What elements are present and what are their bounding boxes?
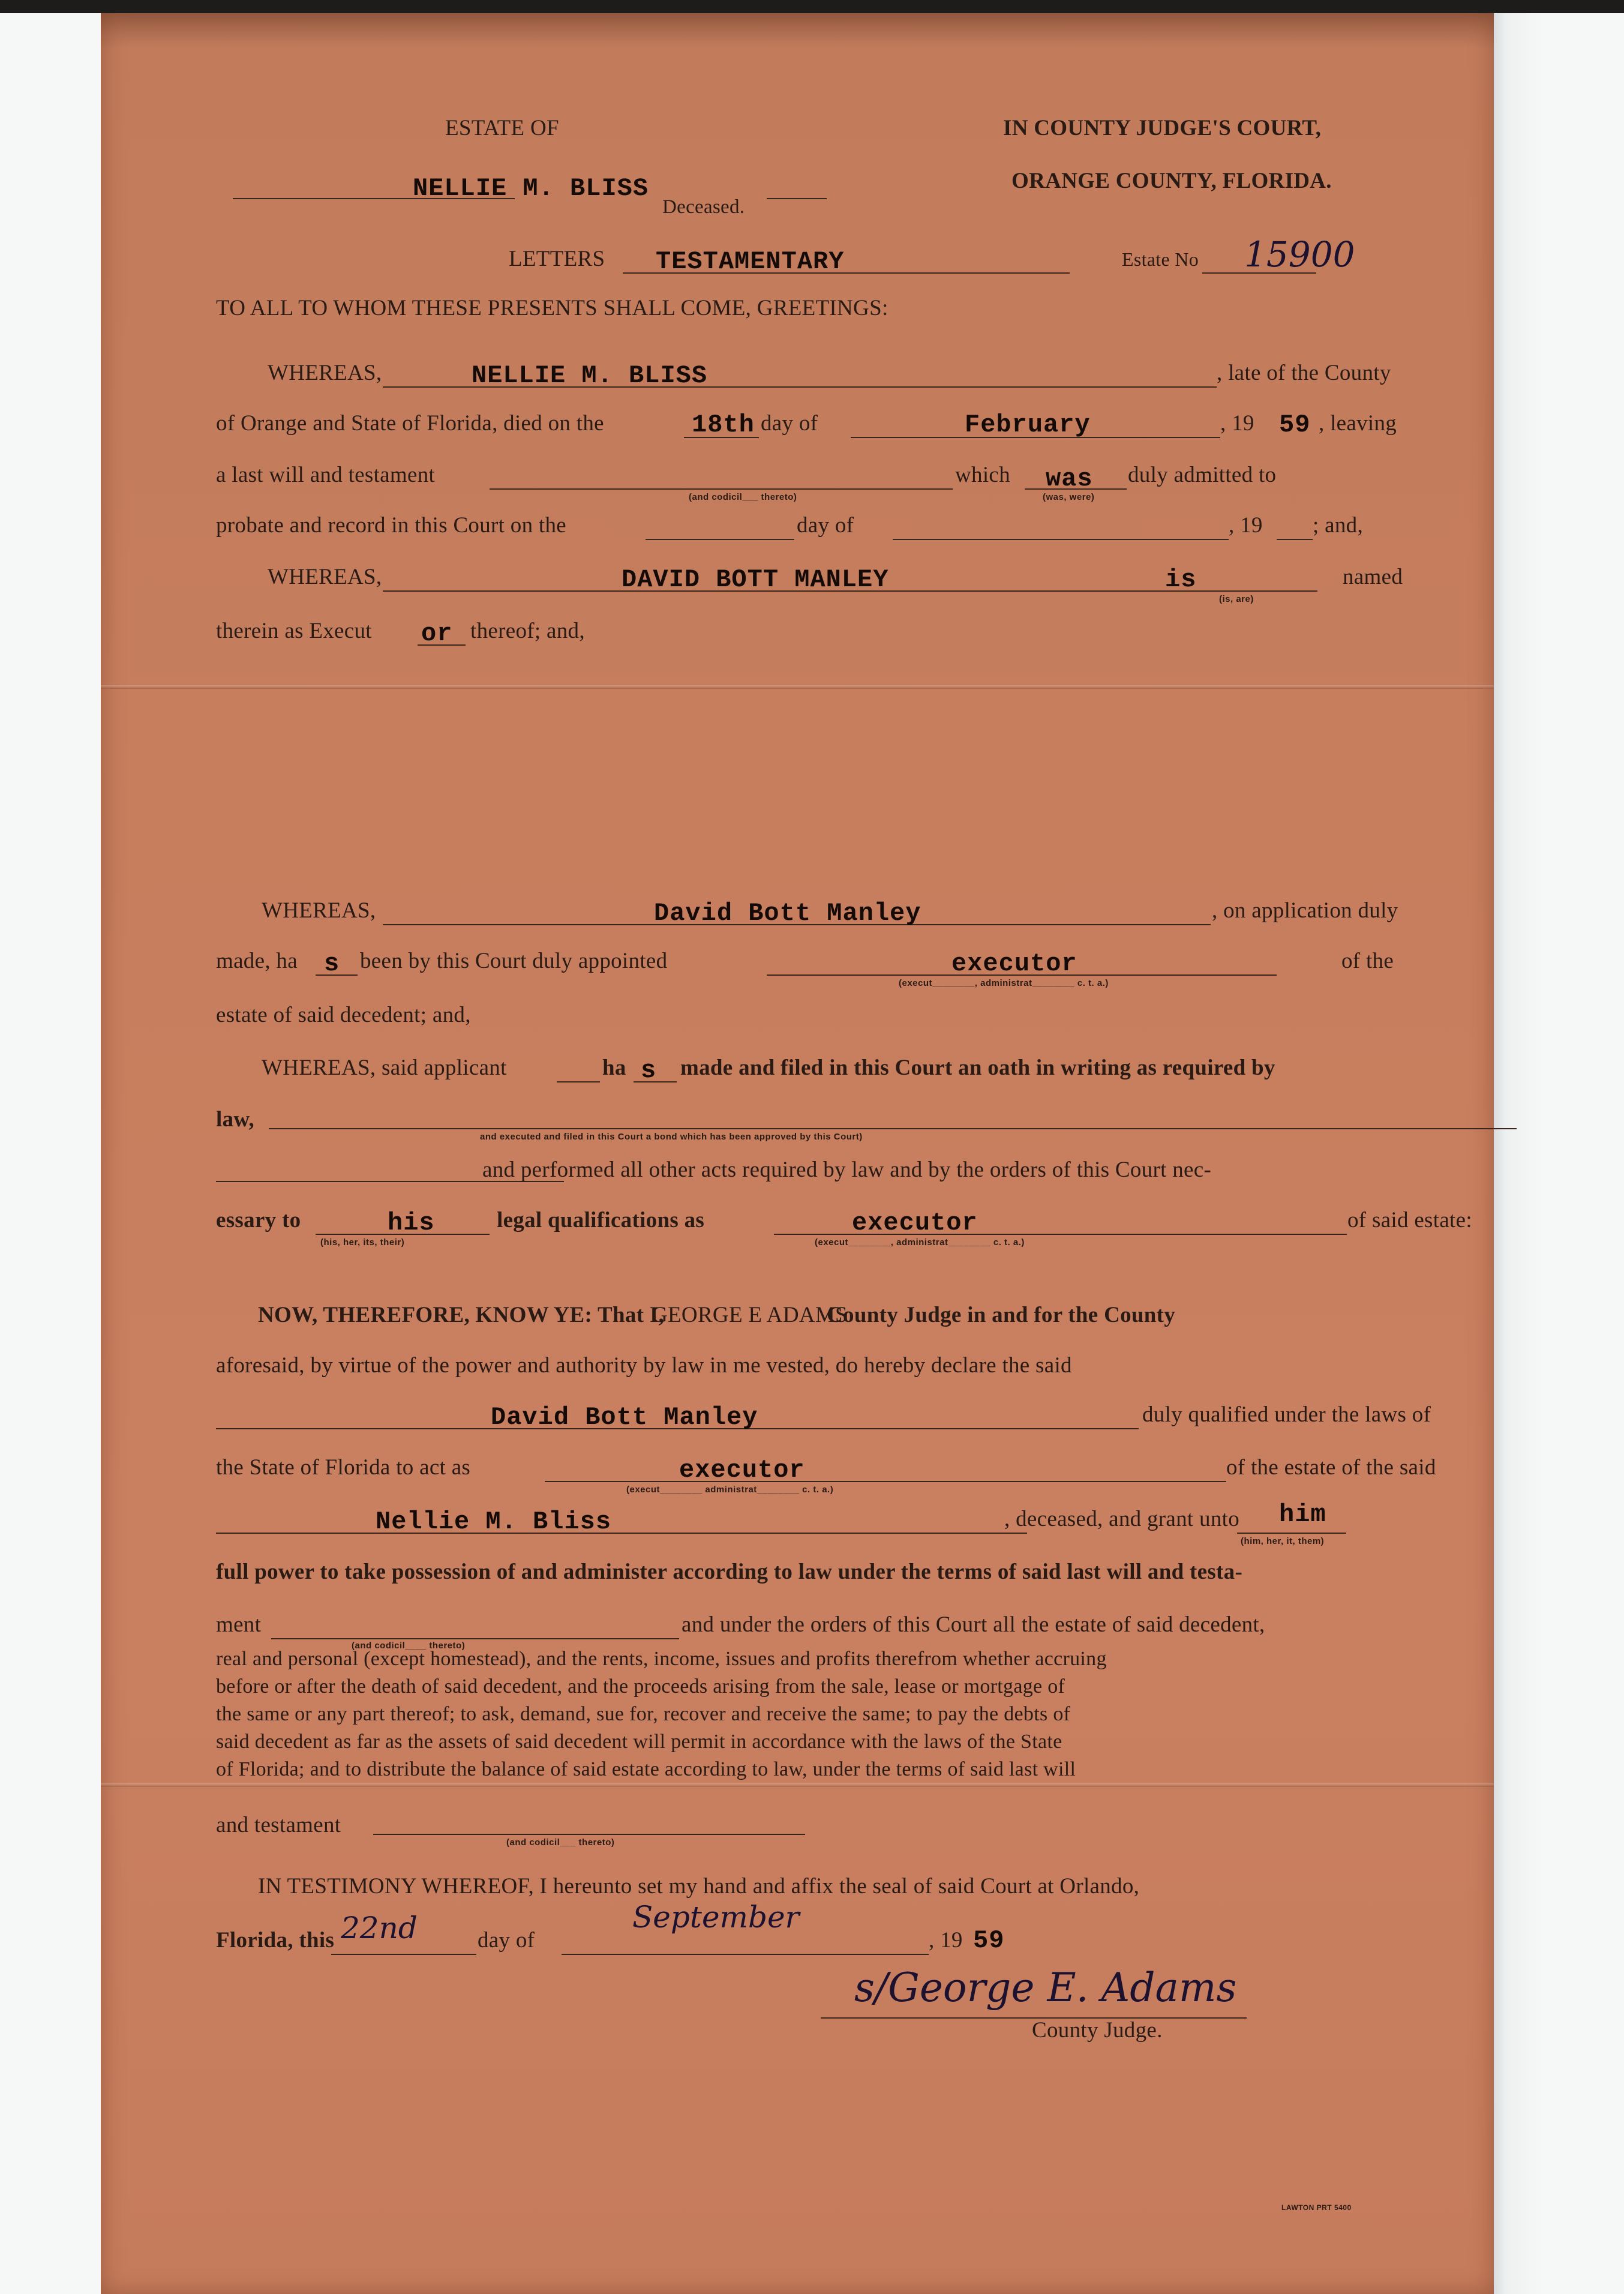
letters-label: LETTERS	[509, 247, 605, 271]
is-hint: (is, are)	[1219, 594, 1254, 604]
death-year: 59	[1279, 410, 1311, 439]
florida-this: Florida, this	[216, 1928, 335, 1953]
him-hint: (him, her, it, them)	[1241, 1536, 1325, 1546]
named-label: named	[1343, 565, 1403, 589]
s-typed: s	[324, 949, 340, 978]
his-hint: (his, her, its, their)	[320, 1237, 405, 1248]
blank-line	[646, 539, 794, 540]
deceased-label: Deceased.	[662, 196, 745, 218]
day-of-label: day of	[478, 1928, 535, 1953]
blank-line	[373, 1834, 805, 1835]
county-name: ORANGE COUNTY, FLORIDA.	[1011, 169, 1332, 193]
his-typed: his	[388, 1209, 435, 1237]
or-typed: or	[421, 619, 453, 648]
body-line: of Florida; and to distribute the balance of said estate according to law, under the terms of said last will	[216, 1758, 1076, 1780]
whereas-applicant: WHEREAS, said applicant	[262, 1055, 507, 1080]
scan-border-right	[1494, 13, 1624, 2294]
death-day: 18th	[692, 410, 755, 439]
s-typed: s	[641, 1056, 657, 1085]
thereof-label: thereof; and,	[470, 619, 585, 643]
late-of-county: , late of the County	[1217, 361, 1391, 385]
bond-hint: and executed and filed in this Court a bond which has been approved by this Court)	[480, 1132, 863, 1142]
under-orders: and under the orders of this Court all the estate of said decedent,	[682, 1612, 1265, 1637]
law-label: law,	[216, 1107, 254, 1132]
body-line: the same or any part thereof; to ask, demand, sue for, recover and receive the same; to pay the debts of	[216, 1703, 1071, 1725]
blank-line	[216, 1533, 1027, 1534]
of-the-estate: of the estate of the said	[1226, 1455, 1436, 1480]
signing-year: 59	[973, 1926, 1005, 1955]
which-label: which	[955, 463, 1010, 487]
was-typed: was	[1046, 464, 1093, 493]
codicil-hint: (and codicil___ thereto)	[506, 1837, 615, 1848]
blank-line	[557, 1081, 600, 1082]
greeting: TO ALL TO WHOM THESE PRESENTS SHALL COME, GREETINGS:	[216, 296, 888, 320]
executor-name: David Bott Manley	[491, 1403, 758, 1432]
executor-typed: executor	[852, 1209, 978, 1237]
and-label: ; and,	[1313, 513, 1364, 538]
printer-mark: LAWTON PRT 5400	[1281, 2203, 1352, 2212]
court-name: IN COUNTY JUDGE'S COURT,	[1003, 116, 1322, 140]
on-application: , on application duly	[1212, 898, 1398, 923]
blank-line	[490, 488, 953, 490]
was-hint: (was, were)	[1043, 492, 1095, 502]
aforesaid-text: aforesaid, by virtue of the power and authority by law in me vested, do hereby declare the said	[216, 1353, 1072, 1378]
blank-line	[271, 1638, 679, 1639]
day-of-label: day of	[761, 411, 818, 436]
ha-label: ha	[602, 1055, 626, 1080]
executor-name: DAVID BOTT MANLEY	[622, 565, 889, 594]
codicil-hint: (and codicil___ thereto)	[689, 492, 797, 502]
county-judge-text: County Judge in and for the County	[827, 1303, 1176, 1327]
judge-signature: s/George E. Adams	[854, 1965, 1237, 2011]
executor-typed: executor	[951, 949, 1077, 978]
full-power: full power to take possession of and administer according to law under the terms of said last will and testa-	[216, 1560, 1243, 1584]
blank-line	[893, 539, 1229, 540]
judge-name: GEORGE E ADAMS	[652, 1303, 848, 1327]
deceased-grant: , deceased, and grant unto	[1004, 1507, 1240, 1531]
him-typed: him	[1279, 1500, 1326, 1529]
estate-of-label: ESTATE OF	[445, 116, 559, 140]
executor-typed: executor	[679, 1456, 805, 1485]
now-therefore: NOW, THEREFORE, KNOW YE: That I,	[258, 1303, 665, 1327]
scan-border-top	[0, 0, 1624, 13]
legal-qualifications: legal qualifications as	[497, 1208, 705, 1233]
and-testament: and testament	[216, 1813, 341, 1837]
blank-line	[767, 198, 827, 199]
fold-crease	[101, 685, 1494, 689]
body-line: said decedent as far as the assets of said decedent will permit in accordance with the laws of the State	[216, 1731, 1062, 1753]
estate-number: 15900	[1244, 234, 1355, 275]
been-appointed: been by this Court duly appointed	[360, 949, 668, 973]
leaving-label: , leaving	[1319, 411, 1397, 436]
made-filed: made and filed in this Court an oath in writing as required by	[680, 1055, 1275, 1080]
orange-county-text: of Orange and State of Florida, died on the	[216, 411, 604, 436]
made-ha-label: made, ha	[216, 949, 298, 973]
ment-label: ment	[216, 1612, 262, 1637]
day-of-label: day of	[797, 513, 854, 538]
year-prefix: , 19	[1220, 411, 1254, 436]
blank-line	[562, 1954, 929, 1955]
of-the-label: of the	[1341, 949, 1394, 973]
estate-decedent: estate of said decedent; and,	[216, 1003, 471, 1027]
body-line: real and personal (except homestead), and the rents, income, issues and profits therefrom whether accruing	[216, 1648, 1107, 1670]
codicil-hint: (and codicil____ thereto)	[352, 1641, 466, 1651]
execut-hint: (execut________, administrat________ c. t. a.)	[815, 1237, 1025, 1248]
appointee-name: David Bott Manley	[654, 899, 921, 928]
year-prefix: , 19	[929, 1928, 963, 1953]
probate-label: probate and record in this Court on the	[216, 513, 567, 538]
in-testimony: IN TESTIMONY WHEREOF, I hereunto set my hand and affix the seal of said Court at Orlando,	[258, 1874, 1140, 1899]
blank-line	[545, 1481, 1226, 1482]
of-said-estate: of said estate:	[1347, 1208, 1472, 1233]
decedent-name-header: NELLIE M. BLISS	[413, 174, 649, 203]
signing-month: September	[632, 1900, 800, 1935]
fold-crease	[101, 1783, 1494, 1787]
letters-testamentary-document	[101, 13, 1494, 2294]
whereas-label: WHEREAS,	[262, 898, 376, 923]
performed-acts: and performed all other acts required by law and by the orders of this Court nec-	[482, 1158, 1212, 1182]
estate-no-label: Estate No	[1122, 248, 1199, 270]
body-line: before or after the death of said decedent, and the proceeds arising from the sale, lease or mortgage of	[216, 1675, 1065, 1698]
therein-label: therein as Execut	[216, 619, 372, 643]
state-of-florida: the State of Florida to act as	[216, 1455, 471, 1480]
death-month: February	[965, 410, 1091, 439]
duly-admitted: duly admitted to	[1128, 463, 1277, 487]
whereas-label: WHEREAS,	[268, 361, 382, 385]
last-will-label: a last will and testament	[216, 463, 436, 487]
blank-line	[1277, 539, 1313, 540]
whereas-label: WHEREAS,	[268, 565, 382, 589]
year-prefix: , 19	[1229, 513, 1263, 538]
county-judge-label: County Judge.	[1032, 2018, 1163, 2043]
essary-to: essary to	[216, 1208, 301, 1233]
decedent-name: Nellie M. Bliss	[376, 1507, 612, 1536]
blank-line	[331, 1954, 476, 1955]
letters-type: TESTAMENTARY	[656, 247, 845, 276]
execut-hint: (execut________ administrat________ c. t. a.)	[626, 1485, 834, 1495]
signing-day: 22nd	[341, 1911, 418, 1945]
duly-qualified: duly qualified under the laws of	[1142, 1402, 1431, 1427]
blank-line	[1237, 1533, 1346, 1534]
decedent-name: NELLIE M. BLISS	[472, 361, 708, 390]
execut-hint: (execut________, administrat________ c. t. a.)	[899, 978, 1109, 988]
blank-line	[269, 1128, 1517, 1129]
is-typed: is	[1165, 565, 1197, 594]
